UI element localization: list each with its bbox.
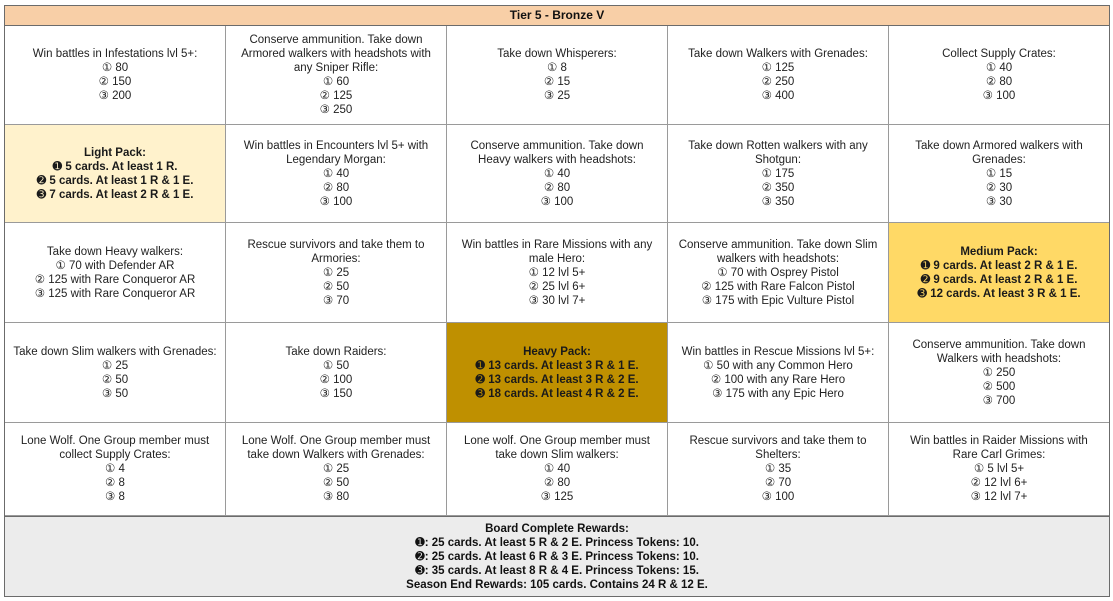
task-goal-tier: ③ 200 (98, 90, 132, 102)
task-grid (5, 26, 1109, 516)
task-description: Win battles in Rescue Missions lvl 5+: (681, 345, 875, 358)
task-goal-tier: ② 250 (761, 76, 795, 88)
board-reward-tier: ➊: 25 cards. At least 5 R & 2 E. Princess Tokens: 10. (415, 536, 699, 549)
task-cell (668, 223, 889, 323)
task-goal-tier: ① 8 (547, 62, 567, 74)
task-description: Take down Rotten walkers with any Shotgun: (688, 139, 868, 166)
task-cell (226, 423, 447, 516)
pack-reward-tier: ➊ 13 cards. At least 3 R & 1 E. (475, 359, 639, 372)
task-cell (889, 26, 1109, 125)
task-goal-tier: ① 40 (985, 62, 1013, 74)
task-description: Lone wolf. One Group member must take down Slim walkers: (464, 435, 650, 461)
task-cell (447, 125, 668, 223)
pack-reward-tier: ➊ 9 cards. At least 2 R & 1 E. (920, 259, 1078, 272)
task-description: Take down Armored walkers with Grenades: (915, 139, 1083, 166)
task-description: Conserve ammunition. Take down Walkers with headshots: (912, 338, 1086, 365)
task-goal-tier: ② 125 (319, 90, 353, 102)
task-goal-tier: ② 125 with Rare Conqueror AR (34, 273, 196, 286)
task-goal-tier: ① 250 (982, 366, 1016, 379)
task-cell (5, 223, 226, 323)
task-goal-tier: ③ 8 (105, 491, 125, 503)
task-goal-tier: ② 70 (764, 477, 792, 489)
task-goal-tier: ② 50 (101, 373, 129, 386)
challenge-board (4, 5, 1110, 597)
task-description: Collect Supply Crates: (942, 48, 1056, 60)
pack-reward-tier: ➋ 9 cards. At least 2 R & 1 E. (920, 273, 1078, 286)
task-goal-tier: ② 500 (982, 380, 1016, 393)
task-goal-tier: ③ 70 (322, 294, 350, 307)
task-goal-tier: ① 70 with Osprey Pistol (717, 266, 839, 279)
task-goal-tier: ① 60 (322, 76, 350, 88)
task-description: Take down Whisperers: (497, 48, 617, 60)
task-goal-tier: ② 50 (322, 280, 350, 293)
task-goal-tier: ③ 125 with Rare Conqueror AR (34, 287, 196, 300)
task-goal-tier: ② 100 with any Rare Hero (710, 373, 846, 386)
task-goal-tier: ② 350 (761, 181, 795, 194)
task-description: Win battles in Raider Missions with Rare Carl Grimes: (910, 435, 1088, 461)
task-goal-tier: ① 4 (105, 463, 125, 475)
task-goal-tier: ③ 30 lvl 7+ (528, 294, 586, 307)
pack-reward-tier: ➋ 13 cards. At least 3 R & 2 E. (475, 373, 639, 386)
task-goal-tier: ③ 250 (319, 104, 353, 116)
task-cell (889, 323, 1109, 423)
task-goal-tier: ① 12 lvl 5+ (528, 266, 586, 279)
task-description: Win battles in Encounters lvl 5+ with Legendary Morgan: (243, 139, 429, 166)
task-goal-tier: ① 25 (101, 359, 129, 372)
task-goal-tier: ③ 150 (319, 387, 353, 400)
task-goal-tier: ② 25 lvl 6+ (528, 280, 586, 293)
task-goal-tier: ① 175 (761, 167, 795, 180)
tier-title: Tier 5 - Bronze V (5, 6, 1109, 26)
task-goal-tier: ③ 80 (322, 491, 350, 503)
task-goal-tier: ② 12 lvl 6+ (970, 477, 1028, 489)
task-goal-tier: ① 40 (322, 167, 350, 180)
task-goal-tier: ② 80 (543, 477, 571, 489)
task-description: Take down Slim walkers with Grenades: (13, 345, 217, 358)
task-goal-tier: ③ 700 (982, 394, 1016, 407)
rewards-title: Board Complete Rewards: (485, 522, 629, 535)
task-goal-tier: ③ 30 (985, 195, 1013, 208)
task-goal-tier: ③ 100 (982, 90, 1016, 102)
task-cell (668, 423, 889, 516)
task-goal-tier: ① 40 (543, 167, 571, 180)
task-goal-tier: ② 100 (319, 373, 353, 386)
task-description: Rescue survivors and take them to Shelters: (689, 435, 867, 461)
task-goal-tier: ① 70 with Defender AR (55, 259, 175, 272)
light-pack-cell (5, 125, 226, 223)
task-cell (226, 26, 447, 125)
task-goal-tier: ② 80 (985, 76, 1013, 88)
task-goal-tier: ② 8 (105, 477, 125, 489)
task-cell (5, 26, 226, 125)
task-goal-tier: ③ 175 with any Epic Hero (712, 387, 844, 400)
task-cell (5, 323, 226, 423)
task-description: Conserve ammunition. Take down Armored walkers with headshots with any Sniper Rifle: (241, 34, 431, 74)
pack-title: Medium Pack: (960, 245, 1038, 258)
task-description: Conserve ammunition. Take down Heavy walkers with headshots: (470, 139, 644, 166)
task-description: Win battles in Infestations lvl 5+: (32, 48, 198, 60)
task-cell (889, 125, 1109, 223)
task-goal-tier: ③ 125 (540, 491, 574, 503)
pack-reward-tier: ➊ 5 cards. At least 1 R. (52, 160, 178, 173)
task-goal-tier: ① 125 (761, 62, 795, 74)
task-cell (447, 26, 668, 125)
pack-reward-tier: ➌ 12 cards. At least 3 R & 1 E. (917, 287, 1081, 300)
board-complete-rewards (5, 516, 1109, 596)
task-description: Take down Heavy walkers: (46, 245, 184, 258)
pack-reward-tier: ➌ 7 cards. At least 2 R & 1 E. (36, 188, 194, 201)
task-goal-tier: ③ 100 (761, 491, 795, 503)
task-description: Win battles in Rare Missions with any male Hero: (461, 238, 653, 265)
task-cell (668, 323, 889, 423)
task-goal-tier: ② 80 (543, 181, 571, 194)
pack-reward-tier: ➋ 5 cards. At least 1 R & 1 E. (36, 174, 194, 187)
board-reward-tier: ➋: 25 cards. At least 6 R & 3 E. Princess Tokens: 10. (415, 550, 699, 563)
task-goal-tier: ① 15 (985, 167, 1013, 180)
task-goal-tier: ② 50 (322, 477, 350, 489)
task-goal-tier: ① 40 (543, 463, 571, 475)
task-description: Rescue survivors and take them to Armories: (247, 238, 425, 265)
medium-pack-cell (889, 223, 1109, 323)
task-cell (889, 423, 1109, 516)
task-description: Conserve ammunition. Take down Slim walkers with headshots: (678, 238, 878, 265)
task-goal-tier: ① 5 lvl 5+ (973, 463, 1025, 475)
task-goal-tier: ① 80 (101, 62, 129, 74)
task-goal-tier: ② 15 (543, 76, 571, 88)
task-goal-tier: ③ 175 with Epic Vulture Pistol (701, 294, 855, 307)
task-cell (226, 323, 447, 423)
task-goal-tier: ③ 350 (761, 195, 795, 208)
task-cell (447, 423, 668, 516)
task-goal-tier: ① 50 with any Common Hero (703, 359, 853, 372)
task-goal-tier: ③ 12 lvl 7+ (970, 491, 1028, 503)
task-goal-tier: ③ 400 (761, 90, 795, 102)
task-goal-tier: ③ 50 (101, 387, 129, 400)
task-cell (668, 26, 889, 125)
task-goal-tier: ① 50 (322, 359, 350, 372)
task-goal-tier: ② 125 with Rare Falcon Pistol (701, 280, 855, 293)
task-cell (226, 223, 447, 323)
task-description: Take down Walkers with Grenades: (688, 48, 868, 60)
task-goal-tier: ① 35 (764, 463, 792, 475)
task-cell (5, 423, 226, 516)
pack-title: Light Pack: (84, 146, 146, 159)
task-goal-tier: ② 80 (322, 181, 350, 194)
task-goal-tier: ③ 100 (319, 195, 353, 208)
task-description: Lone Wolf. One Group member must collect Supply Crates: (20, 435, 210, 461)
task-description: Lone Wolf. One Group member must take down Walkers with Grenades: (241, 435, 431, 461)
task-goal-tier: ③ 25 (543, 90, 571, 102)
task-description: Take down Raiders: (285, 345, 387, 358)
task-cell (226, 125, 447, 223)
pack-title: Heavy Pack: (523, 345, 591, 358)
task-goal-tier: ① 25 (322, 463, 350, 475)
task-goal-tier: ③ 100 (540, 195, 574, 208)
task-cell (447, 223, 668, 323)
board-reward-tier: ➌: 35 cards. At least 8 R & 4 E. Princess Tokens: 15. (415, 564, 699, 577)
pack-reward-tier: ➌ 18 cards. At least 4 R & 2 E. (475, 387, 639, 400)
heavy-pack-cell (447, 323, 668, 423)
task-goal-tier: ② 150 (98, 76, 132, 88)
task-goal-tier: ② 30 (985, 181, 1013, 194)
task-goal-tier: ① 25 (322, 266, 350, 279)
season-end-rewards: Season End Rewards: 105 cards. Contains 24 R & 12 E. (406, 578, 708, 591)
task-cell (668, 125, 889, 223)
